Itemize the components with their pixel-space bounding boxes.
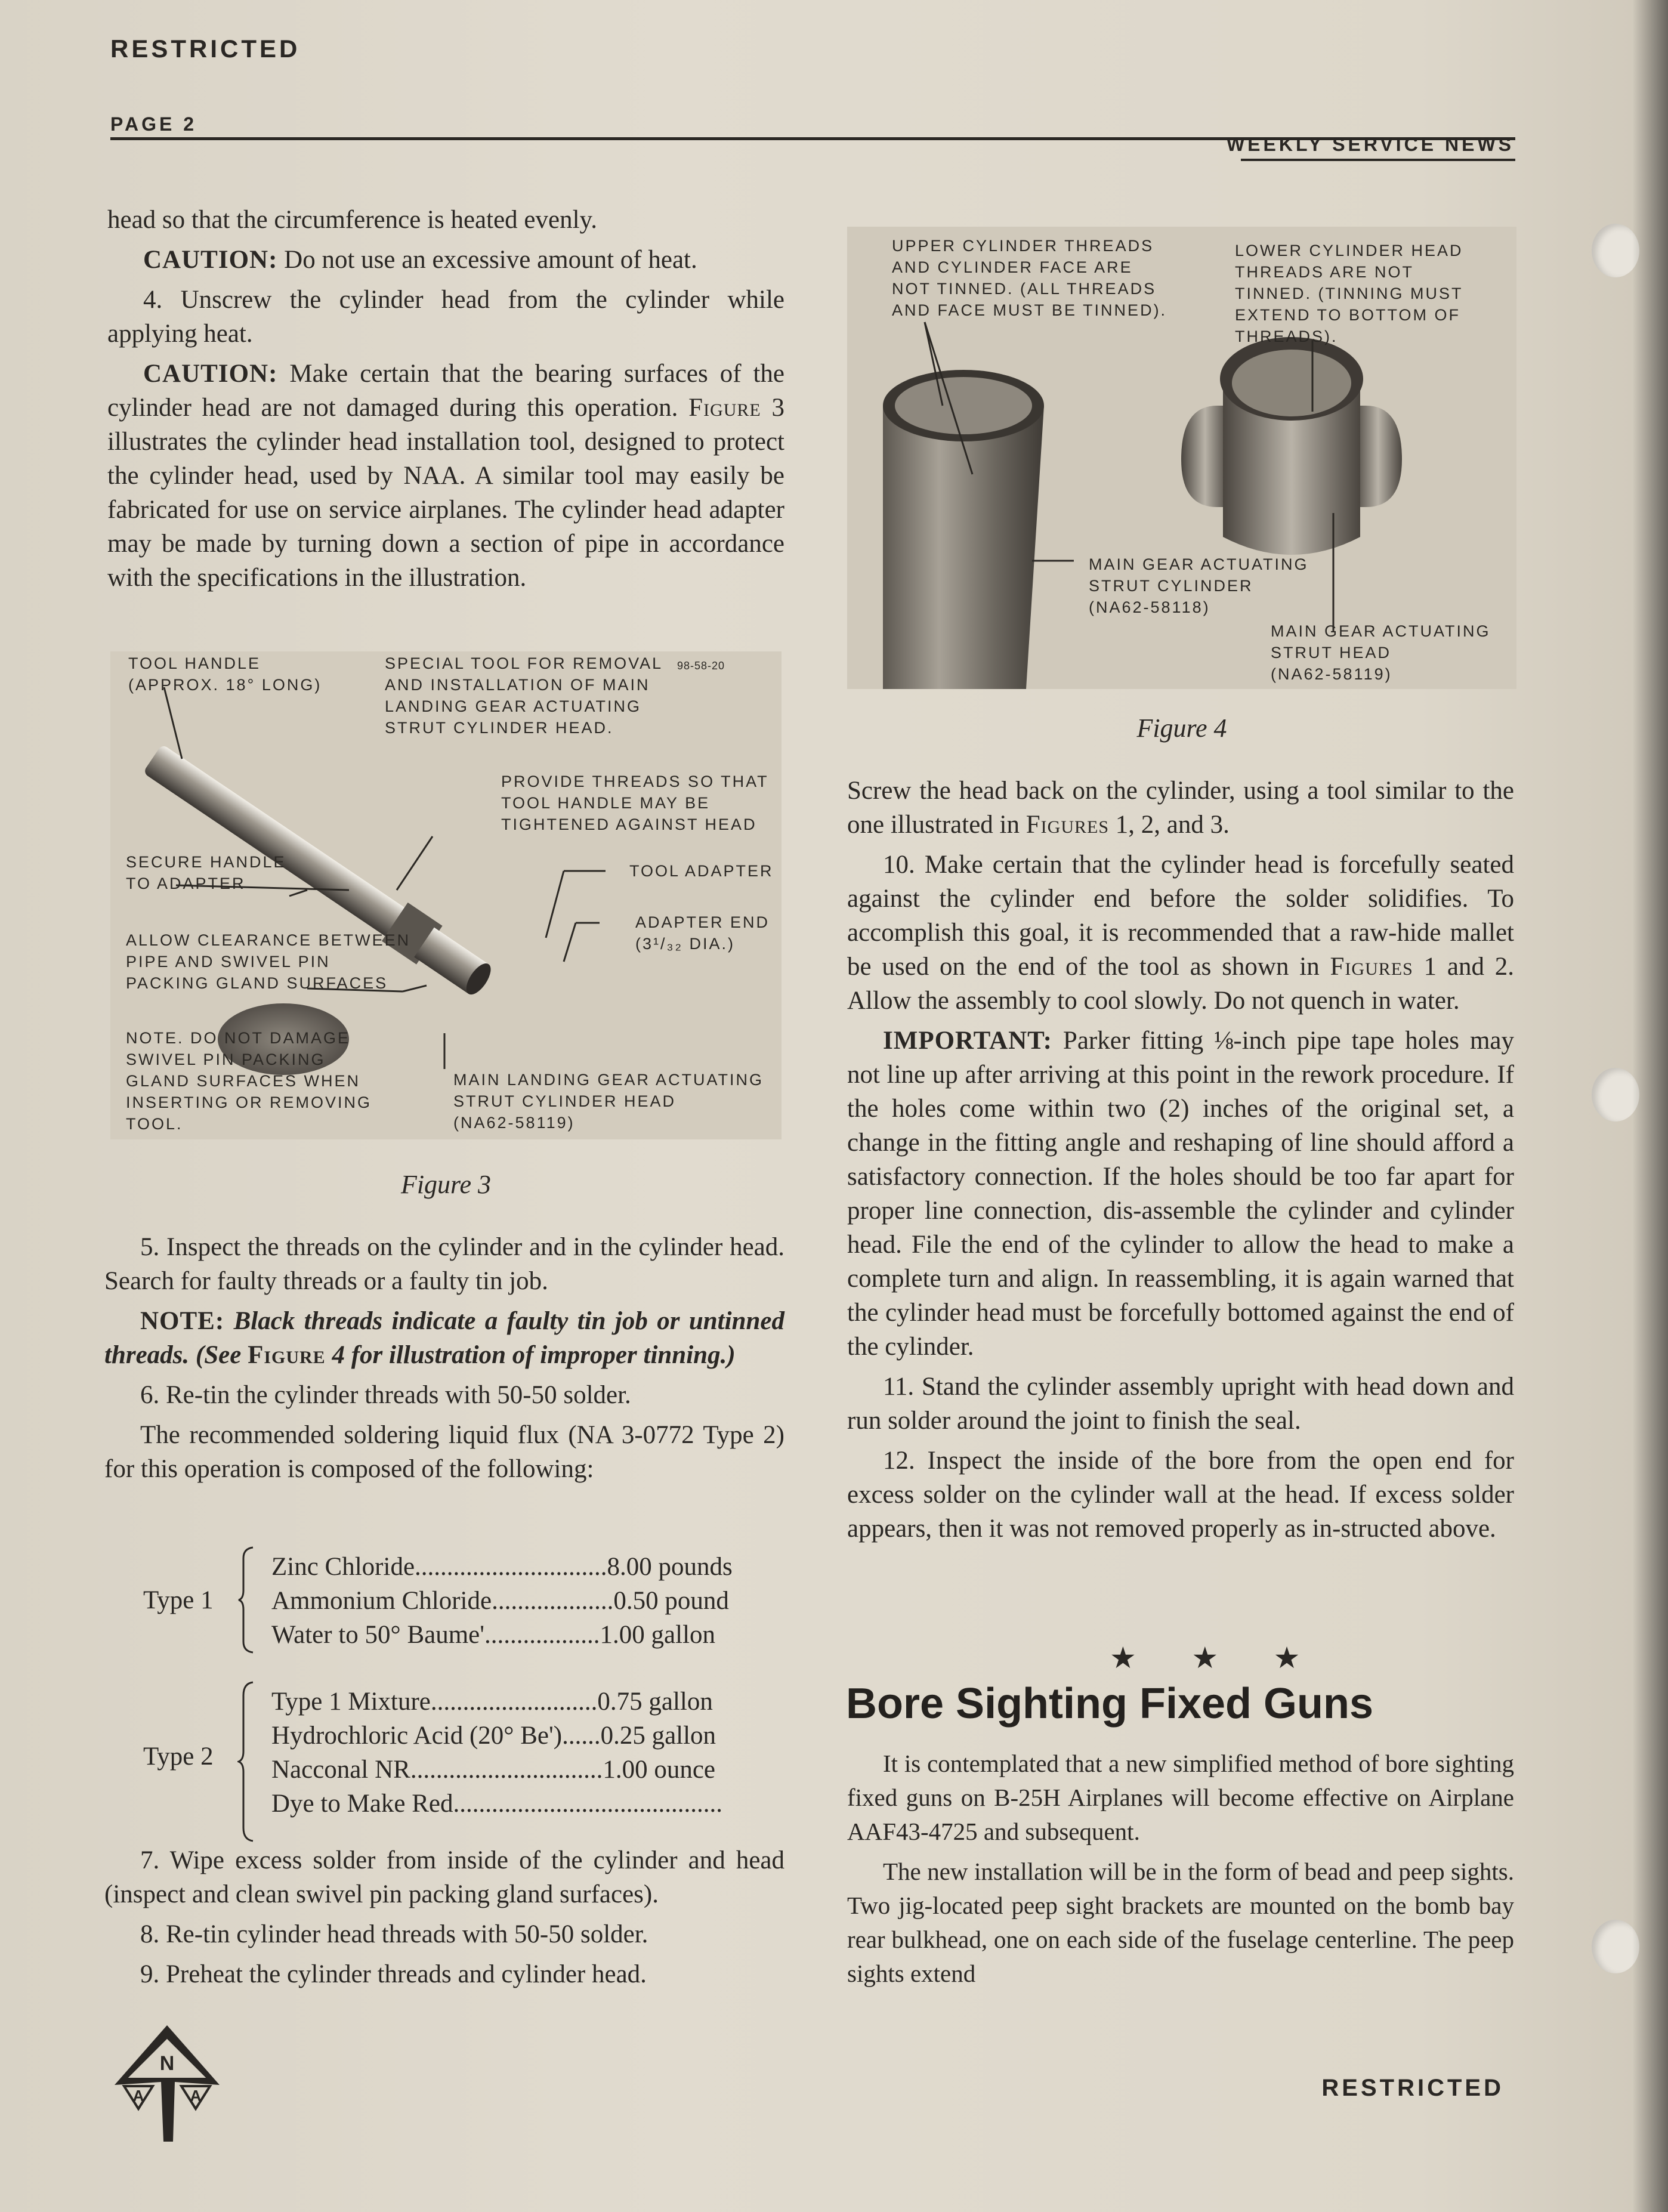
label-adapter-end: ADAPTER END (3¹/₃₂ DIA.): [635, 913, 770, 953]
formula-item: Type 1 Mixture: [271, 1688, 431, 1716]
step-10: 10. Make certain that the cylinder head is forcefully seated against the cylinder end before the solder solidifies. To accomplish this goal, it is recommended that a raw-hide mallet be used on the end of the tool as shown in Figures 1 and 2. Allow the assembly to cool slowly. Do not quench in water.: [847, 851, 1514, 1015]
step-7: 7. Wipe excess solder from inside of the cylinder and head (inspect and clean swivel pin packing gland surfaces).: [104, 1846, 784, 1908]
formula-row: [271, 1584, 729, 1618]
label-main-landing-gear: MAIN LANDING GEAR ACTUATING STRUT CYLINDER HEAD (NA62-58119): [453, 1071, 764, 1132]
paragraph: Screw the head back on the cylinder, using a tool similar to the one illustrated in Figures 1, 2, and 3.: [847, 777, 1514, 839]
right-column-bottom: [847, 1747, 1514, 1997]
paragraph: head so that the circumference is heated evenly.: [107, 206, 597, 234]
flux-intro: The recommended soldering liquid flux (NA 3-0772 Type 2) for this operation is composed of the following:: [104, 1421, 784, 1483]
formula-dots: ...................: [492, 1587, 614, 1615]
label-tool-handle: TOOL HANDLE (APPROX. 18° LONG): [128, 654, 322, 694]
type-2-label: Type 2: [143, 1743, 214, 1771]
label-upper-threads: UPPER CYLINDER THREADS AND CYLINDER FACE ARE NOT TINNED. (ALL THREADS AND FACE MUST BE TINNED).: [892, 237, 1167, 319]
page-number: PAGE 2: [110, 113, 197, 135]
step-6: 6. Re-tin the cylinder threads with 50-50 solder.: [140, 1381, 631, 1409]
header-rule-secondary: [1241, 159, 1515, 161]
step-11: 11. Stand the cylinder assembly upright with head down and run solder around the joint to finish the seal.: [847, 1373, 1514, 1435]
formula-row: [271, 1685, 713, 1719]
figure-3-caption: Figure 3: [400, 1170, 492, 1199]
step-5: 5. Inspect the threads on the cylinder and in the cylinder head. Search for faulty threads or a faulty tin job.: [104, 1233, 784, 1295]
label-tool-adapter: TOOL ADAPTER: [629, 862, 774, 880]
step-8: 8. Re-tin cylinder head threads with 50-50 solder.: [140, 1920, 648, 1948]
caution-paragraph: CAUTION: Do not use an excessive amount of heat.: [143, 246, 697, 274]
formula-item: Water to 50° Baume': [271, 1621, 485, 1649]
formula-item: Ammonium Chloride: [271, 1587, 492, 1615]
label-provide-threads: PROVIDE THREADS SO THAT TOOL HANDLE MAY BE TIGHTENED AGAINST HEAD: [501, 773, 769, 833]
important-paragraph: IMPORTANT: Parker fitting ⅛-inch pipe tape holes may not line up after arriving at this point in the rework procedure. If the holes come within two (2) inches of the original set, a change in the fitting angle and reshaping of line should afford a satisfactory connection. If the holes should be too far apart for proper line connection, dis-assemble the cylinder and cylinder head. File the end of the cylinder to allow the head to make a complete turn and align. In reassembling, it is again warned that the cylinder head must be forcefully bottomed against the end of the cylinder.: [847, 1027, 1514, 1361]
step-4: 4. Unscrew the cylinder head from the cylinder while applying heat.: [107, 286, 784, 348]
formula-row: [271, 1618, 715, 1652]
formula-row: [271, 1550, 733, 1584]
formula-item: Hydrochloric Acid (20° Be'): [271, 1722, 563, 1750]
paragraph: The new installation will be in the form of bead and peep sights. Two jig-located peep sight brackets are mounted on the bomb bay rear bulkhead, one on each side of the fuselage centerline. The peep sights extend: [847, 1858, 1514, 1987]
formula-qty: 0.50 pound: [613, 1587, 729, 1615]
figure-4-caption: Figure 4: [1136, 713, 1227, 743]
figure-3: [110, 651, 782, 1139]
step-9: 9. Preheat the cylinder threads and cylinder head.: [140, 1960, 647, 1988]
right-column-top: [847, 774, 1514, 1552]
left-column-bottom: [104, 1843, 784, 1997]
figure-4: [847, 227, 1516, 689]
label-note: NOTE. DO NOT DAMAGE SWIVEL PIN PACKING GLAND SURFACES WHEN INSERTING OR REMOVING TOOL.: [126, 1029, 372, 1133]
label-strut-cylinder: MAIN GEAR ACTUATING STRUT CYLINDER (NA62-58118): [1089, 555, 1309, 616]
formula-dots: ..........................................: [453, 1790, 723, 1818]
formula-qty: 0.25 gallon: [600, 1722, 716, 1750]
note-paragraph: NOTE: Black threads indicate a faulty tin job or untinned threads. (See Figure 4 for illustration of improper tinning.): [104, 1307, 784, 1369]
publication-title: WEEKLY SERVICE NEWS: [1226, 134, 1514, 155]
section-heading: Bore Sighting Fixed Guns: [846, 1680, 1374, 1728]
type-1-label: Type 1: [143, 1586, 214, 1614]
formula-item: Dye to Make Red: [271, 1790, 453, 1818]
label-special-tool: SPECIAL TOOL FOR REMOVAL AND INSTALLATION OF MAIN LANDING GEAR ACTUATING STRUT CYLINDER HEAD.: [385, 654, 663, 737]
formula-row: [271, 1719, 716, 1753]
formula-row: [271, 1787, 722, 1821]
formula-dots: ..............................: [415, 1553, 607, 1581]
formula-qty: 0.75 gallon: [597, 1688, 713, 1716]
formula-dots: ......: [562, 1722, 601, 1750]
paragraph: It is contemplated that a new simplified method of bore sighting fixed guns on B-25H Airplanes will become effective on Airplane AAF43-4725 and subsequent.: [847, 1750, 1514, 1845]
logo-letter: N: [159, 2052, 175, 2075]
label-strut-head: MAIN GEAR ACTUATING STRUT HEAD (NA62-58119): [1271, 622, 1491, 683]
brace-icon: [237, 1546, 255, 1654]
formula-item: Nacconal NR: [271, 1756, 410, 1784]
section-divider-stars: ★ ★ ★: [1110, 1641, 1324, 1675]
header-restricted: RESTRICTED: [110, 35, 301, 63]
caution-paragraph: CAUTION: Make certain that the bearing surfaces of the cylinder head are not damaged during this operation. Figure 3 illustrates the cylinder head installation tool, designed to protect the cylinder head, used by NAA. A similar tool may easily be fabricated for use on service airplanes. The cylinder head adapter may be made by turning down a section of pipe in accordance with the specifications in the illustration.: [107, 360, 784, 592]
formula-dots: ..............................: [410, 1756, 603, 1784]
naa-logo-icon: [106, 2019, 228, 2145]
label-secure-handle: SECURE HANDLE TO ADAPTER: [126, 853, 286, 892]
label-allow-clearance: ALLOW CLEARANCE BETWEEN PIPE AND SWIVEL PIN PACKING GLAND SURFACES: [126, 931, 411, 992]
formula-qty: 1.00 gallon: [600, 1621, 716, 1649]
figure-code: 98-58-20: [677, 660, 725, 672]
binder-hole: [1592, 1920, 1639, 1973]
footer-restricted: RESTRICTED: [1321, 2075, 1504, 2101]
formula-row: [271, 1753, 715, 1787]
left-column-middle: [104, 1230, 784, 1492]
binder-hole: [1592, 224, 1639, 277]
formula-item: Zinc Chloride: [271, 1553, 415, 1581]
left-column-top: [107, 203, 784, 601]
label-lower-threads: LOWER CYLINDER HEAD THREADS ARE NOT TINNED. (TINNING MUST EXTEND TO BOTTOM OF THREADS).: [1235, 242, 1463, 345]
formula-dots: ..................: [484, 1621, 600, 1649]
formula-qty: 8.00 pounds: [607, 1553, 733, 1581]
formula-dots: ..........................: [430, 1688, 598, 1716]
step-12: 12. Inspect the inside of the bore from the open end for excess solder on the cylinder wall at the head. If excess solder appears, then it was not removed properly as in-structed above.: [847, 1447, 1514, 1543]
logo-letter: A: [190, 2087, 202, 2105]
formula-qty: 1.00 ounce: [603, 1756, 715, 1784]
binder-hole: [1592, 1068, 1639, 1122]
brace-icon: [237, 1681, 255, 1842]
logo-letter: A: [132, 2087, 144, 2105]
